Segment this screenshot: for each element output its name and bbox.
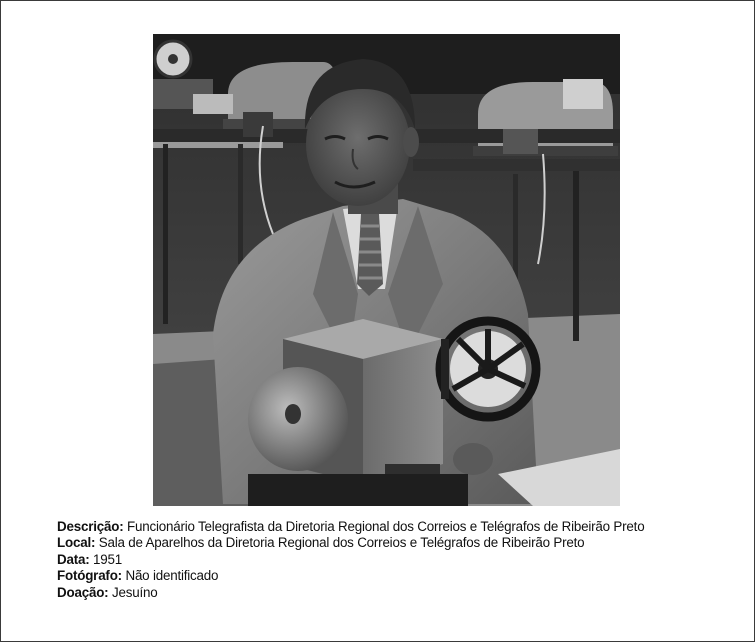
caption-row-location [57,535,747,551]
caption-label-donation: Doação: [57,584,109,600]
caption-label-photographer: Fotógrafo: [57,568,122,584]
photo-caption [57,519,747,601]
caption-row-donation [57,585,747,601]
caption-value-photographer: Não identificado [125,568,219,584]
caption-value-location: Sala de Aparelhos da Diretoria Regional dos Correios e Telégrafos de Ribeirão Preto [98,535,585,551]
caption-label-description: Descrição: [57,519,124,534]
caption-value-donation: Jesuíno [111,584,158,600]
archival-photograph [153,34,620,506]
caption-value-description: Funcionário Telegrafista da Diretoria Regional dos Correios e Telégrafos de Ribeirão Preto [127,519,645,534]
caption-row-description [57,519,747,535]
caption-label-date: Data: [57,551,90,567]
caption-row-photographer [57,568,747,584]
photograph-image [153,34,620,506]
caption-label-location: Local: [57,535,96,551]
caption-value-date: 1951 [93,551,123,567]
caption-row-date [57,552,747,568]
